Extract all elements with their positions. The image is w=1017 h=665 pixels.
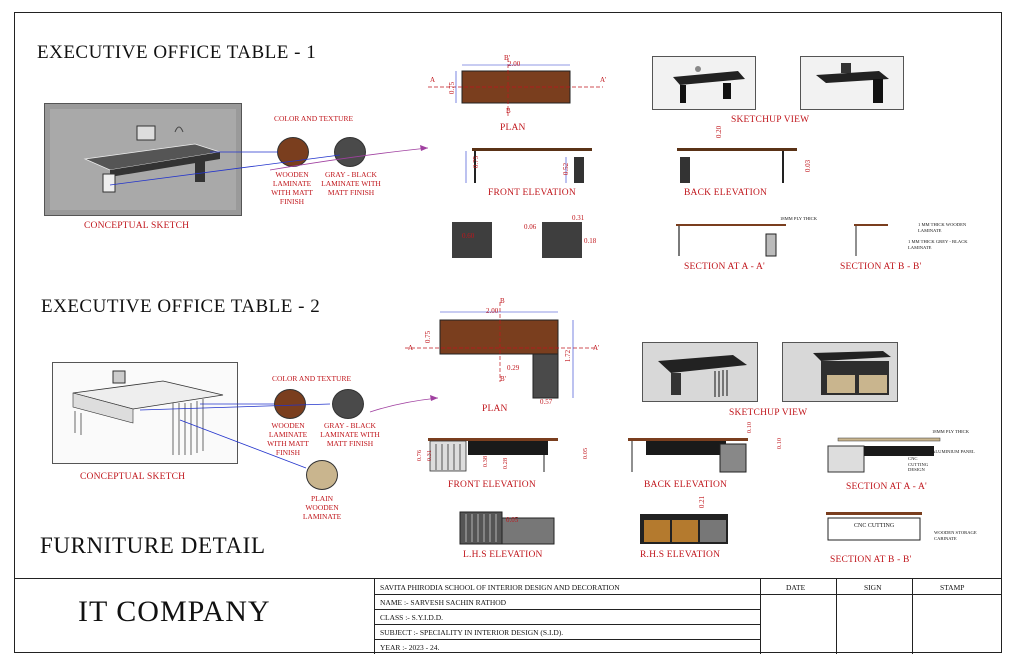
- sketchup2-view-b: [782, 342, 898, 402]
- tb-row-2: [374, 609, 760, 610]
- front-elev1-dim2: 0.52: [562, 162, 571, 176]
- back-elev2-label: BACK ELEVATION: [644, 480, 728, 490]
- tb-row-5: [760, 594, 1002, 595]
- sketchup2-view-a-drawing: [643, 343, 757, 401]
- plan1-dim-width: 2.00: [508, 60, 521, 68]
- sign-label: SIGN: [864, 583, 882, 592]
- sketchup1-view-b-drawing: [801, 57, 903, 109]
- front-elev2-d5: 0.05: [582, 447, 590, 460]
- side1-dim1: 0.60: [462, 232, 475, 240]
- school-name: SAVITA PHIRODIA SCHOOL OF INTERIOR DESIGN AND DECORATION: [380, 583, 620, 592]
- plan2-dim-height: 0.75: [424, 330, 433, 344]
- front-elev1-label: FRONT ELEVATION: [488, 188, 576, 198]
- sec-aa2-note1: 18MM PLY THICK: [932, 429, 970, 434]
- side1-view-a: [452, 222, 492, 258]
- front-elev1-drawing: [462, 143, 602, 188]
- swatch2-1-label: WOODEN LAMINATE WITH MATT FINISH: [267, 421, 309, 457]
- sec-bb2-label: SECTION AT B - B': [830, 555, 912, 565]
- sec-bb1-label: SECTION AT B - B': [840, 262, 922, 272]
- front-elev2-d4: 0.28: [502, 457, 510, 470]
- back-elev1-drawing: [672, 143, 812, 188]
- section2-title: EXECUTIVE OFFICE TABLE - 2: [41, 296, 321, 317]
- side1-dim4: 0.18: [584, 237, 597, 245]
- sketch2-label: CONCEPTUAL SKETCH: [80, 472, 186, 482]
- sec-bb1-note1: 1 MM THICK WOODEN LAMINATE: [918, 222, 967, 233]
- side1-dim3: 0.31: [572, 214, 585, 222]
- side1-dim2: 0.06: [524, 223, 537, 231]
- plan2-sec-b: B: [500, 297, 505, 305]
- color-texture-label-1: COLOR AND TEXTURE: [274, 114, 354, 123]
- sketchup1-view-b: [800, 56, 904, 110]
- sketchup1-view-a: [652, 56, 756, 110]
- plan2-dim-width: 2.00: [486, 307, 499, 315]
- front-elev2-drawing: [424, 436, 564, 476]
- rhs-elev-label: R.H.S ELEVATION: [640, 550, 721, 560]
- tb-divider-3: [836, 579, 837, 654]
- sketchup2-view-b-drawing: [783, 343, 897, 401]
- sec-aa2-note2: ALUMINIUM PANEL: [932, 449, 975, 454]
- plan1-label: PLAN: [500, 123, 526, 133]
- sketchup2-view-a: [642, 342, 758, 402]
- sec-aa2-label: SECTION AT A - A': [846, 482, 927, 492]
- swatch2-label: GRAY - BLACK LAMINATE WITH MATT FINISH: [321, 170, 381, 197]
- sketchup1-view-a-drawing: [653, 57, 755, 109]
- year-info: YEAR :- 2023 - 24.: [380, 643, 440, 652]
- furniture-detail-title: FURNITURE DETAIL: [40, 533, 266, 558]
- sec-aa2-note3: CNC CUTTING DESIGN: [908, 456, 929, 472]
- plan2-sec-b2: B': [500, 375, 506, 383]
- sketchup2-label: SKETCHUP VIEW: [729, 408, 808, 418]
- back-elev1-dim2: 0.03: [804, 159, 813, 173]
- stamp-label: STAMP: [940, 583, 965, 592]
- date-label: DATE: [786, 583, 806, 592]
- tb-row-1: [374, 594, 760, 595]
- side1-view-b: [542, 222, 582, 258]
- front-elev1-dim1: 0.75: [472, 155, 481, 169]
- plan1-sec-b2: B': [504, 54, 510, 62]
- plan1-dim-height: 0.75: [448, 81, 457, 95]
- sec-bb2-note2: WOODEN STORAGE CABINATE: [934, 530, 977, 541]
- plan1-sec-a: A: [430, 76, 436, 84]
- sec-aa1-note: 18MM PLY THICK: [780, 216, 818, 221]
- subject-info: SUBJECT :- SPECIALITY IN INTERIOR DESIGN (S.I.D).: [380, 628, 564, 637]
- front-elev2-label: FRONT ELEVATION: [448, 480, 536, 490]
- back-elev2-drawing: [626, 436, 756, 476]
- sec-aa1-label: SECTION AT A - A': [684, 262, 765, 272]
- title-block: [14, 578, 1002, 654]
- front-elev2-d2: 0.31: [426, 449, 434, 462]
- tb-divider-2: [760, 579, 761, 654]
- front-elev2-d1: 0.76: [416, 449, 424, 462]
- back-elev2-d2: 0.10: [776, 437, 784, 450]
- back-elev1-label: BACK ELEVATION: [684, 188, 768, 198]
- plan2-sec-a2: A': [593, 344, 600, 352]
- sketch2-leader-lines: [140, 390, 440, 480]
- tb-divider-4: [912, 579, 913, 654]
- front-elev2-d3: 0.38: [482, 455, 490, 468]
- swatch2-3-label: PLAIN WOODEN LAMINATE: [302, 494, 342, 521]
- sec-bb1-note2: 1 MM THICK GREY - BLACK LAMINATE: [908, 239, 968, 250]
- tb-row-3: [374, 624, 760, 625]
- color-texture-label-2: COLOR AND TEXTURE: [272, 374, 352, 383]
- rhs-elev-d1: 0.21: [698, 495, 707, 509]
- sec-bb1-drawing: [852, 222, 892, 258]
- plan2-sec-a: A: [408, 344, 414, 352]
- sketchup1-label: SKETCHUP VIEW: [731, 115, 810, 125]
- swatch2-2-label: GRAY - BLACK LAMINATE WITH MATT FINISH: [320, 421, 380, 448]
- company-name: IT COMPANY: [78, 595, 271, 628]
- swatch1-label: WOODEN LAMINATE WITH MATT FINISH: [271, 170, 313, 206]
- plan2-label: PLAN: [482, 404, 508, 414]
- plan2-dim-right: 1.72: [564, 349, 573, 363]
- back-elev1-dim1: 0.20: [715, 125, 724, 139]
- plan2-dim-b: 0.57: [540, 398, 553, 406]
- plan2-dim-s: 0.29: [507, 364, 520, 372]
- tb-divider-1: [374, 579, 375, 654]
- plan1-sec-a2: A': [600, 76, 607, 84]
- student-name: NAME :- SARVESH SACHIN RATHOD: [380, 598, 507, 607]
- sec-bb2-note1: CNC CUTTING: [854, 523, 895, 529]
- class-info: CLASS :- S.Y.I.D.D.: [380, 613, 443, 622]
- plan1-sec-b: B: [506, 107, 511, 115]
- section1-title: EXECUTIVE OFFICE TABLE - 1: [37, 42, 317, 63]
- sec-aa1-drawing: [674, 222, 789, 258]
- tb-row-4: [374, 639, 760, 640]
- back-elev2-d1: 0.10: [746, 421, 754, 434]
- sketch1-label: CONCEPTUAL SKETCH: [84, 221, 190, 231]
- lhs-elev-d1: 0.05: [506, 516, 519, 524]
- lhs-elev-label: L.H.S ELEVATION: [463, 550, 543, 560]
- rhs-elev-drawing: [638, 510, 730, 546]
